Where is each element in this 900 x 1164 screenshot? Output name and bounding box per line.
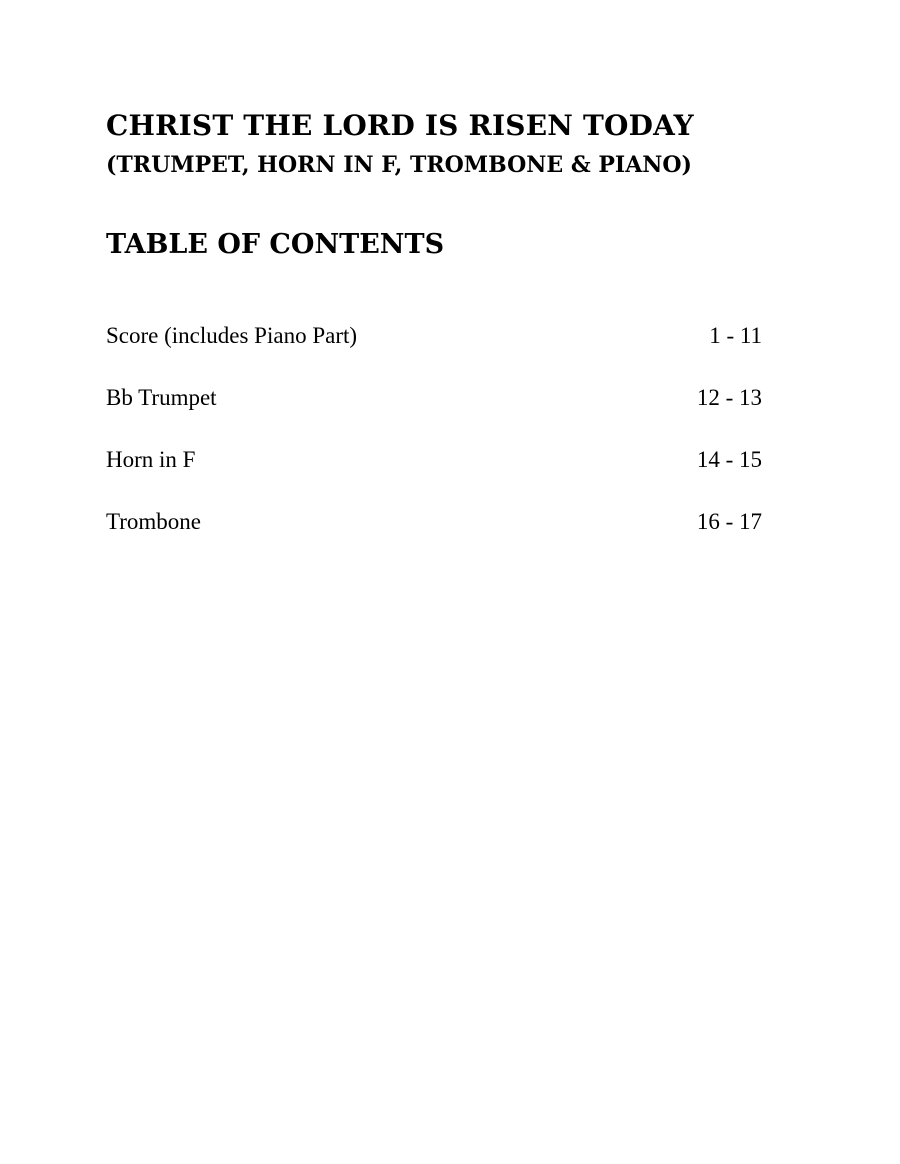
toc-entry-horn: [106, 447, 762, 509]
document-subtitle: (TRUMPET, HORN IN F, TROMBONE & PIANO): [106, 152, 692, 178]
toc-entry-score: [106, 323, 762, 385]
toc-entry-label: Bb Trumpet: [106, 385, 217, 410]
toc-heading: TABLE OF CONTENTS: [106, 229, 445, 260]
document-title: CHRIST THE LORD IS RISEN TODAY: [106, 109, 694, 142]
toc-entry-label: Horn in F: [106, 447, 196, 472]
toc-entry-pages: 1 - 11: [709, 323, 762, 348]
toc-entry-pages: 16 - 17: [696, 509, 762, 534]
toc-entry-trombone: [106, 509, 762, 571]
toc-list: [106, 323, 762, 571]
toc-entry-label: Trombone: [106, 509, 201, 534]
toc-entry-pages: 12 - 13: [696, 385, 762, 410]
toc-entry-pages: 14 - 15: [696, 447, 762, 472]
toc-entry-label: Score (includes Piano Part): [106, 323, 358, 348]
toc-entry-trumpet: [106, 385, 762, 447]
